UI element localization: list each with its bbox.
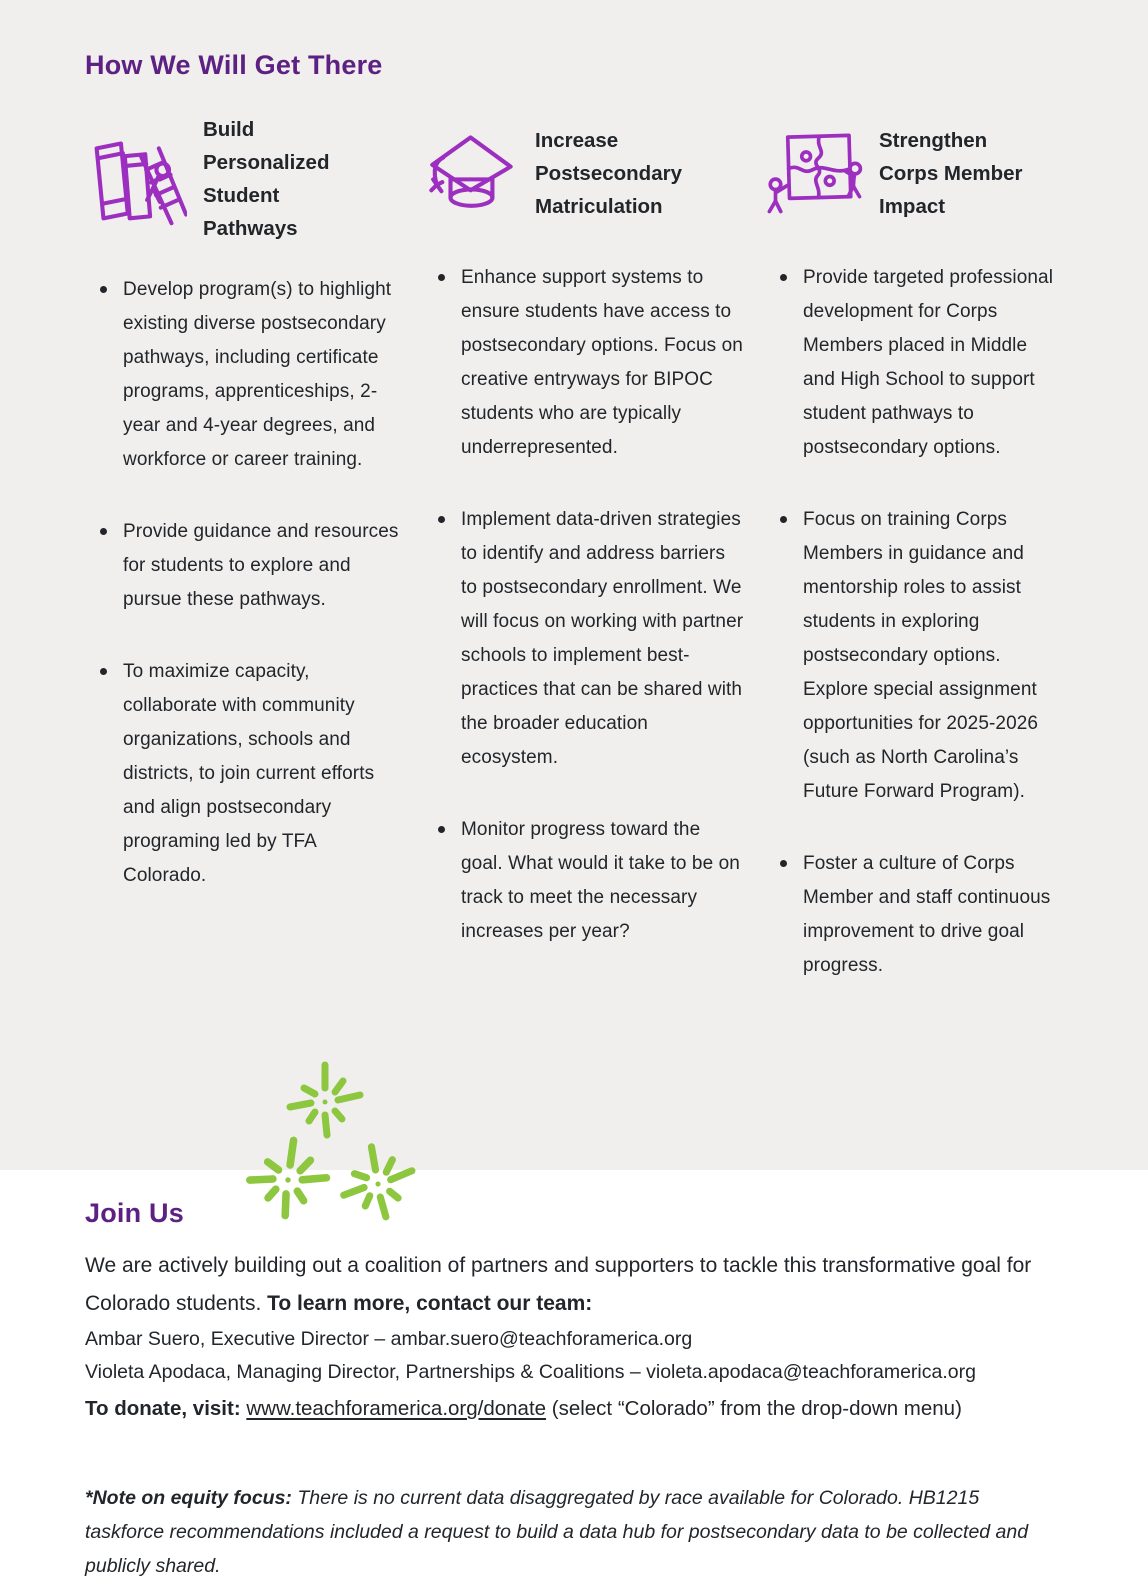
bullet-list: [765, 261, 1061, 983]
bullet-item: Focus on training Corps Members in guidance and mentorship roles to assist students in exploring postsecondary options. Explore special assignment opportunities for 2025-2026 (such as North Carolina’s Future Forward Program).: [765, 503, 1061, 809]
column-title: Increase Postsecondary Matriculation: [535, 128, 682, 218]
join-intro-text: We are actively building out a coalition of partners and supporters to tackle this transformative goal for Colorado students.: [85, 1254, 1032, 1315]
contact-violeta-apodaca: Violeta Apodaca, Managing Director, Partnerships & Coalitions – violeta.apodaca@teachforamerica.org: [85, 1361, 976, 1383]
bullet-list: [85, 273, 403, 893]
join-intro: [85, 1247, 1063, 1323]
bullet-item: Monitor progress toward the goal. What would it take to be on track to meet the necessary increases per year?: [423, 813, 745, 949]
column-header: [765, 113, 1061, 233]
bullet-list: [423, 261, 745, 949]
column-corps-member-impact: [765, 113, 1061, 1021]
join-us-section: [0, 1170, 1148, 1583]
bullet-item: To maximize capacity, collaborate with community organizations, schools and districts, to join current efforts and align postsecondary programing led by TFA Colorado.: [85, 655, 403, 893]
bullet-item: Provide targeted professional development for Corps Members placed in Middle and High School to support student pathways to postsecondary options.: [765, 261, 1061, 465]
column-header: [423, 113, 745, 233]
page-title: How We Will Get There: [85, 50, 383, 80]
donate-suffix: (select “Colorado” from the drop-down menu): [546, 1397, 962, 1420]
bullet-item: Provide guidance and resources for students to explore and pursue these pathways.: [85, 515, 403, 617]
bullet-item: Enhance support systems to ensure students have access to postsecondary options. Focus on creative entryways for BIPOC students who are typically underrepresented.: [423, 261, 745, 465]
graduation-cap-icon: [423, 132, 519, 214]
column-title: Strengthen Corps Member Impact: [879, 128, 1023, 218]
books-ladder-icon: [85, 127, 187, 231]
strategy-columns: [85, 113, 1063, 1021]
equity-note-text: There is no current data disaggregated by race available for Colorado. HB1215 taskforce recommendations included a request to build a data hub for postsecondary data to be collected and publicly shared.: [85, 1487, 1029, 1577]
column-header: [85, 113, 403, 245]
donate-label: To donate, visit:: [85, 1397, 247, 1420]
donate-line: [85, 1390, 1063, 1427]
equity-note: [85, 1481, 1063, 1583]
column-postsecondary-matriculation: [423, 113, 745, 1021]
column-title: Build Personalized Student Pathways: [203, 118, 330, 240]
bullet-item: Implement data-driven strategies to identify and address barriers to postsecondary enrollment. We will focus on working with partner schools to implement best-practices that can be shared with the broader education ecosystem.: [423, 503, 745, 775]
puzzle-people-icon: [765, 130, 863, 216]
contact-team-label: To learn more, contact our team:: [267, 1292, 593, 1315]
column-student-pathways: [85, 113, 403, 1021]
contact-ambar-suero: Ambar Suero, Executive Director – ambar.suero@teachforamerica.org: [85, 1328, 693, 1350]
donate-link[interactable]: www.teachforamerica.org/donate: [246, 1397, 547, 1420]
bullet-item: Develop program(s) to highlight existing diverse postsecondary pathways, including certificate programs, apprenticeships, 2-year and 4-year degrees, and workforce or career training.: [85, 273, 403, 477]
join-us-title: Join Us: [85, 1198, 184, 1228]
bullet-item: Foster a culture of Corps Member and staff continuous improvement to drive goal progress.: [765, 847, 1061, 983]
equity-note-label: *Note on equity focus:: [85, 1487, 292, 1509]
